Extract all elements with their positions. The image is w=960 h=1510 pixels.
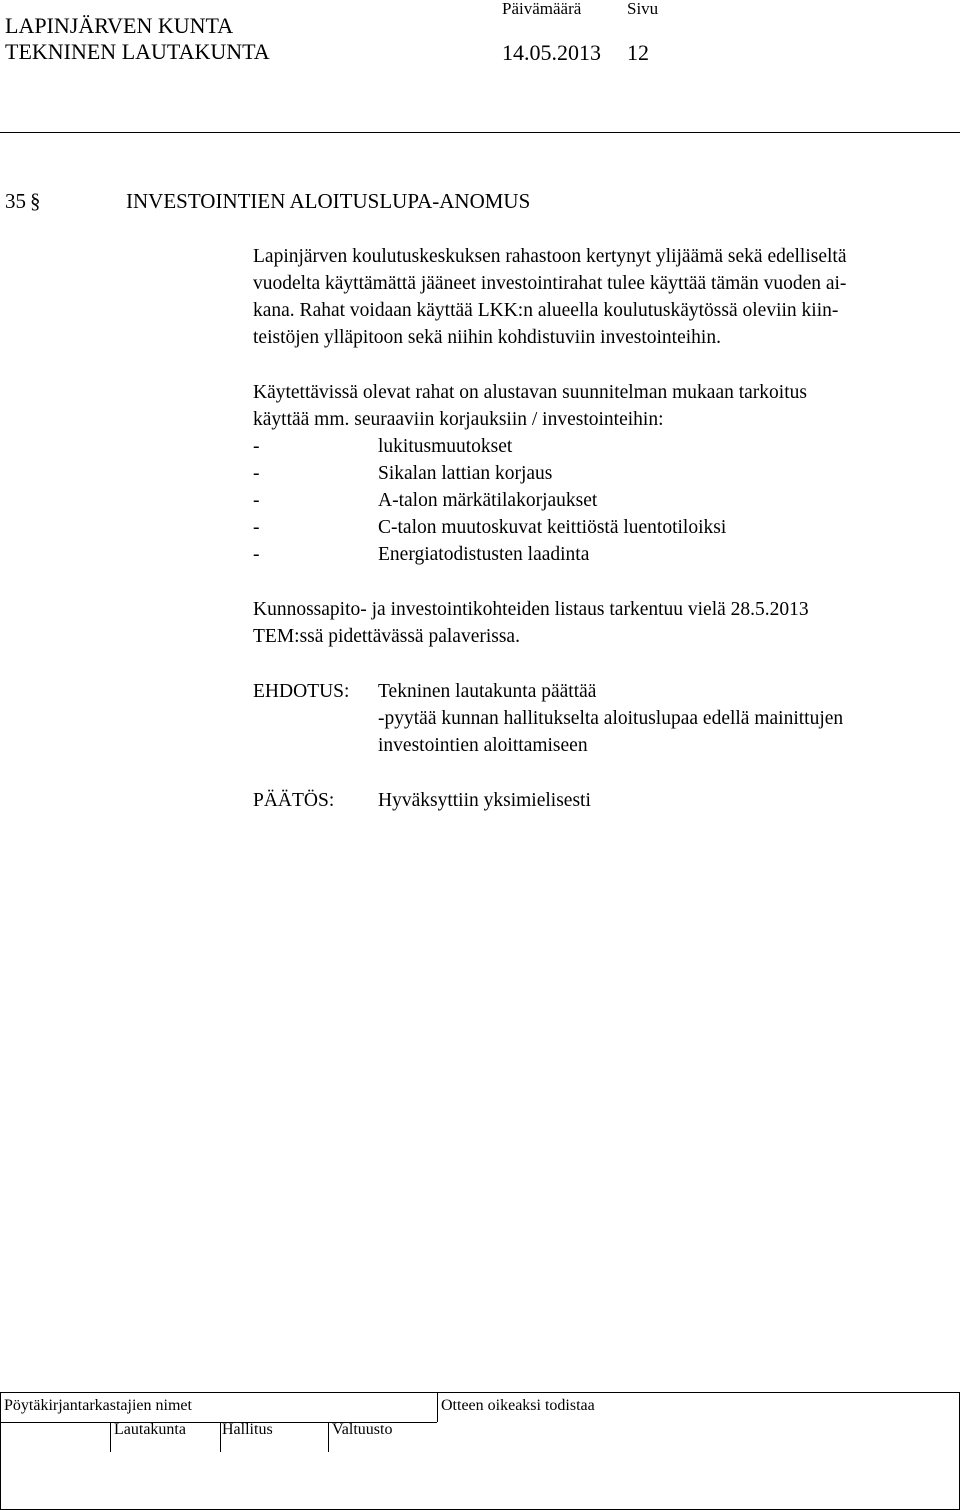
page-label: Sivu — [627, 0, 659, 18]
proposal-line: -pyytää kunnan hallitukselta aloituslupaa edellä mainittujen — [378, 708, 844, 729]
paragraph-1-line-3: kana. Rahat voidaan käyttää LKK:n alueella koulutuskäytössä oleviin kiin- — [253, 300, 839, 321]
footer-cell-divider — [110, 1422, 111, 1452]
proposal-line: investointien aloittamiseen — [378, 735, 588, 756]
list-marker: - — [253, 463, 260, 484]
certified-label: Otteen oikeaksi todistaa — [441, 1397, 595, 1414]
list-marker: - — [253, 517, 260, 538]
page-number: 12 — [627, 40, 649, 65]
paragraph-1-line-2: vuodelta käyttämättä jääneet investointirahat tulee käyttää tämän vuoden ai- — [253, 273, 847, 294]
decision-text: Hyväksyttiin yksimielisesti — [378, 790, 591, 811]
list-item: Energiatodistusten laadinta — [378, 544, 590, 565]
footer-cell-divider — [328, 1422, 329, 1452]
board-name: TEKNINEN LAUTAKUNTA — [5, 39, 270, 64]
header-divider — [0, 132, 960, 133]
proposal-line: Tekninen lautakunta päättää — [378, 681, 597, 702]
meeting-date: 14.05.2013 — [502, 40, 601, 65]
checkers-label: Pöytäkirjantarkastajien nimet — [4, 1397, 192, 1414]
footer-cell-divider — [220, 1422, 221, 1452]
signature-column-government: Hallitus — [222, 1421, 273, 1438]
proposal-label: EHDOTUS: — [253, 681, 350, 702]
list-item: C-talon muutoskuvat keittiöstä luentotiloiksi — [378, 517, 727, 538]
list-marker: - — [253, 544, 260, 565]
section-title: INVESTOINTIEN ALOITUSLUPA-ANOMUS — [126, 189, 531, 213]
organization-name: LAPINJÄRVEN KUNTA — [5, 13, 234, 38]
list-item: lukitusmuutokset — [378, 436, 513, 457]
footer-column-divider — [437, 1392, 438, 1422]
paragraph-2-line-1: Käytettävissä olevat rahat on alustavan suunnitelman mukaan tarkoitus — [253, 382, 807, 403]
paragraph-3-line-1: Kunnossapito- ja investointikohteiden listaus tarkentuu vielä 28.5.2013 — [253, 599, 809, 620]
list-marker: - — [253, 490, 260, 511]
decision-label: PÄÄTÖS: — [253, 790, 335, 811]
date-label: Päivämäärä — [502, 0, 582, 18]
signature-column-council: Valtuusto — [332, 1421, 393, 1438]
paragraph-1-line-4: teistöjen ylläpitoon sekä niihin kohdistuviin investointeihin. — [253, 327, 721, 348]
section-number: 35 — [5, 189, 26, 213]
paragraph-1-line-1: Lapinjärven koulutuskeskuksen rahastoon kertynyt ylijäämä sekä edelliseltä — [253, 246, 847, 267]
paragraph-3-line-2: TEM:ssä pidettävässä palaverissa. — [253, 626, 520, 647]
list-marker: - — [253, 436, 260, 457]
section-mark: § — [30, 189, 41, 213]
paragraph-2-line-2: käyttää mm. seuraaviin korjauksiin / investointeihin: — [253, 409, 664, 430]
list-item: Sikalan lattian korjaus — [378, 463, 553, 484]
signature-column-board: Lautakunta — [114, 1421, 186, 1438]
list-item: A-talon märkätilakorjaukset — [378, 490, 598, 511]
